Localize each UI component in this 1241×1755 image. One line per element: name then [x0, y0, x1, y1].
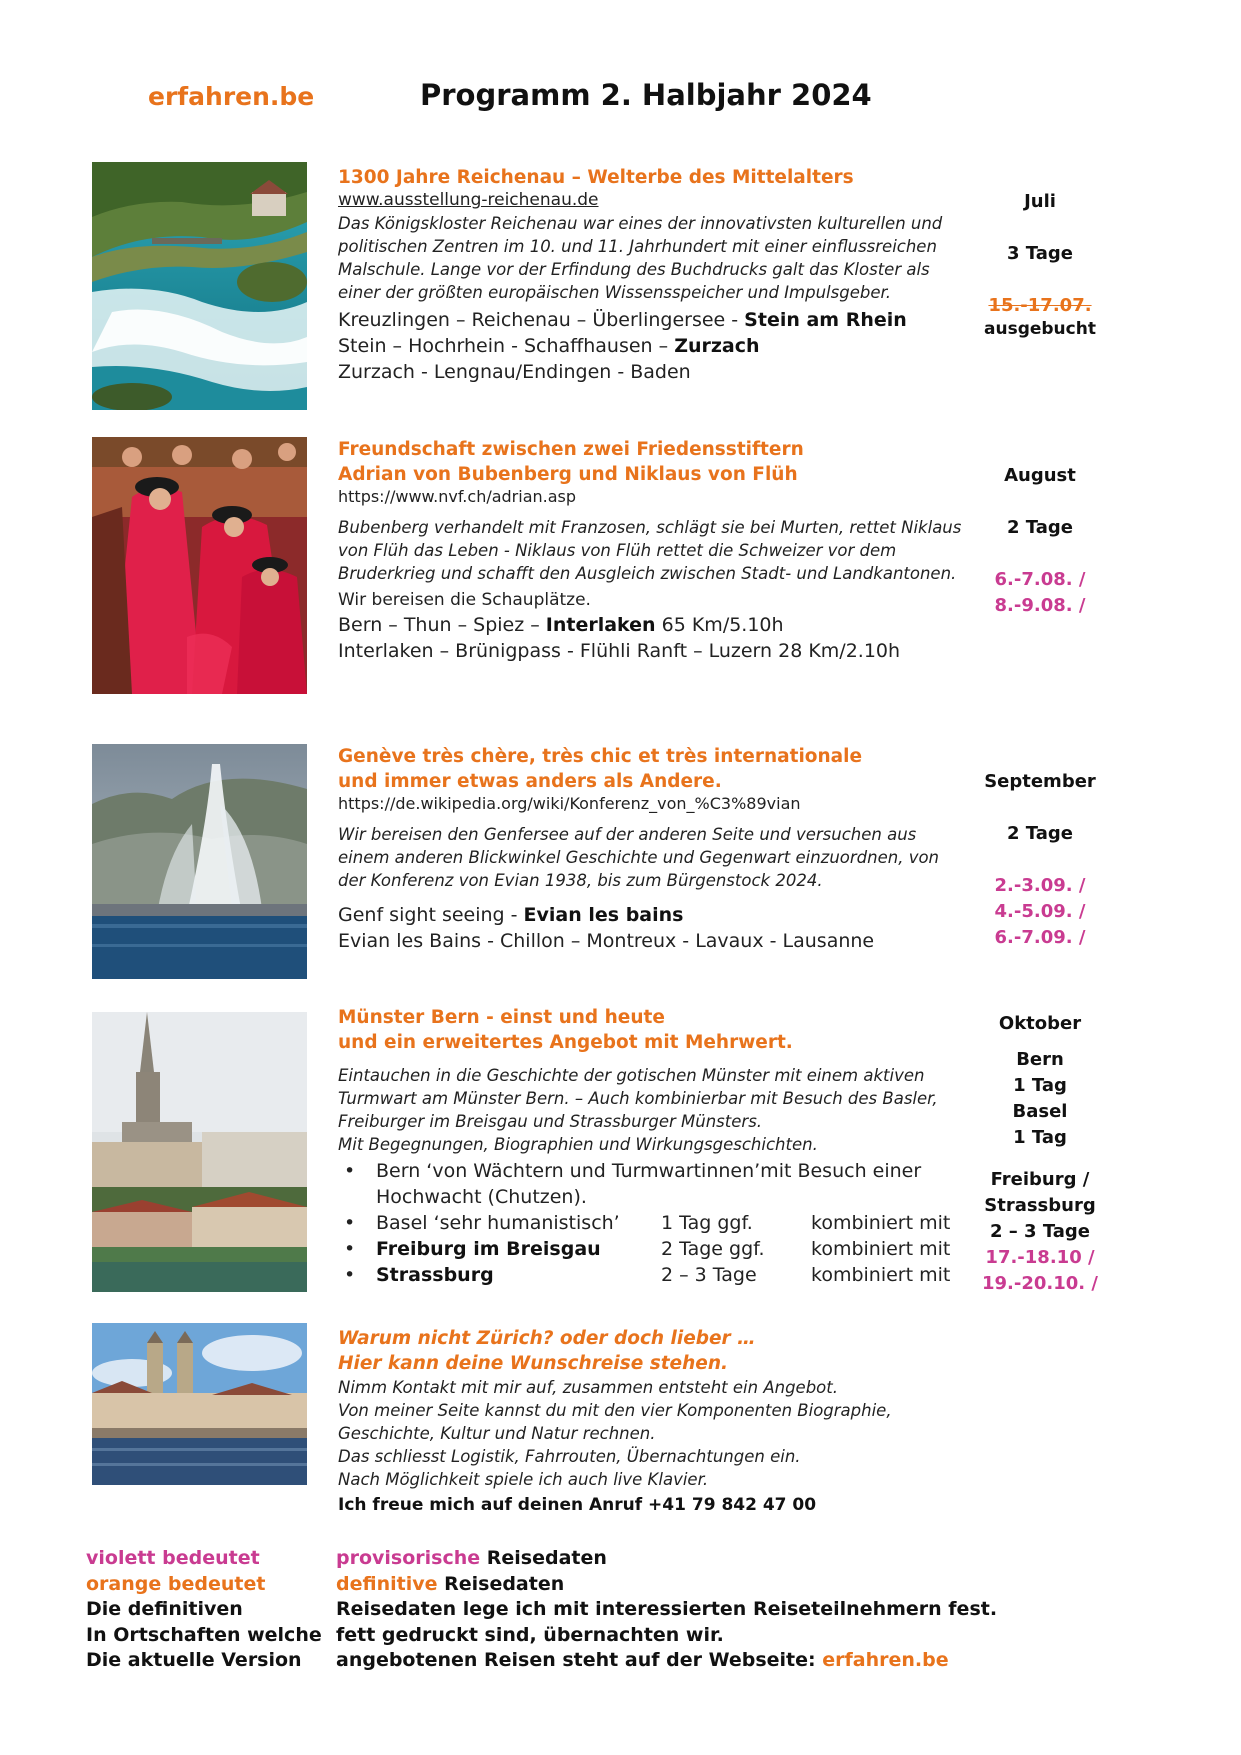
side-line: Strassburg [984, 1195, 1096, 1216]
trip-date: 2.-3.09. / [994, 875, 1086, 896]
brand-logo-text: erfahren.be [148, 82, 315, 111]
legend-line: Die definitiven [86, 1598, 243, 1620]
route-line: Stein – Hochrhein - Schaffhausen – Zurzach [338, 335, 760, 357]
legend-line: fett gedruckt sind, übernachten wir. [336, 1623, 724, 1646]
trip-subtitle: Hier kann deine Wunschreise stehen. [338, 1353, 729, 1374]
legend-left [86, 1546, 346, 1674]
trip-date: 6.-7.08. / [994, 569, 1086, 590]
trip-schedule [960, 463, 1120, 619]
trip-text-line: Nimm Kontakt mit mir auf, zusammen entsteht ein Angebot. [338, 1378, 838, 1397]
trip-status: ausgebucht [984, 319, 1096, 339]
trip-date: 19.-20.10. / [982, 1273, 1098, 1294]
trip-link[interactable]: https://de.wikipedia.org/wiki/Konferenz_von_%C3%89vian [338, 794, 801, 813]
trip-text-line: Von meiner Seite kannst du mit den vier Komponenten Biographie, Geschichte, Kultur und Natur rechnen. [338, 1401, 892, 1443]
website-link[interactable]: erfahren.be [822, 1649, 949, 1671]
trip-schedule [960, 1011, 1120, 1297]
side-line: Basel [1012, 1101, 1068, 1122]
legend-line: provisorische Reisedaten [336, 1547, 607, 1569]
trip-geneve [338, 744, 963, 954]
trip-options-list [338, 1158, 963, 1288]
list-item: • Bern ‘von Wächtern und Turmwartinnen’mit Besuch einer Hochwacht (Chutzen). [338, 1158, 963, 1210]
list-item: • Strassburg 2 – 3 Tage kombiniert mit [338, 1262, 963, 1288]
trip-month: August [1004, 465, 1076, 486]
trip-description-2: Mit Begegnungen, Biographien und Wirkungsgeschichten. [338, 1135, 818, 1154]
trip-description: Bubenberg verhandelt mit Franzosen, schlägt sie bei Murten, rettet Niklaus von Flüh das Leben - Niklaus von Flüh rettet die Schweizer vor dem Bruderkrieg und schafft den Ausgleich zwischen Stadt- und Landkantonen. [338, 518, 962, 583]
legend-violet-label: violett bedeutet [86, 1547, 260, 1569]
trip-month: Juli [1024, 191, 1056, 212]
side-line: Bern [1016, 1049, 1064, 1070]
medieval-painting-photo [92, 437, 307, 694]
trip-title: Freundschaft zwischen zwei Friedensstiftern [338, 439, 804, 460]
route-line: Zurzach - Lengnau/Endingen - Baden [338, 361, 691, 383]
legend-line: Die aktuelle Version [86, 1649, 302, 1671]
trip-description: Das Königskloster Reichenau war eines der innovativsten kulturellen und politischen Zentren im 10. und 11. Jahrhundert mit einer einflussreichen Malschule. Lange vor der Erfindung des Buchdrucks galt das Kloster als einer der größten europäischen Wissensspeicher und Impulsgeber. [338, 214, 943, 302]
list-item: • Basel ‘sehr humanistisch’ 1 Tag ggf. kombiniert mit [338, 1210, 963, 1236]
side-line: 1 Tag [1013, 1127, 1067, 1148]
trip-wunschreise [338, 1326, 963, 1517]
side-line: 1 Tag [1013, 1075, 1067, 1096]
trip-bubenberg [338, 437, 963, 664]
trip-subtitle: und ein erweitertes Angebot mit Mehrwert. [338, 1032, 793, 1053]
trip-reichenau [338, 165, 963, 385]
route-line: Genf sight seeing - Evian les bains [338, 904, 684, 926]
trip-subtitle: und immer etwas anders als Andere. [338, 771, 722, 792]
trip-date: 8.-9.08. / [994, 595, 1086, 616]
trip-link[interactable]: www.ausstellung-reichenau.de [338, 190, 599, 210]
legend-line: In Ortschaften welche [86, 1623, 322, 1646]
jet-deau-photo [92, 744, 307, 979]
trip-text-line: Nach Möglichkeit spiele ich auch live Klavier. [338, 1470, 709, 1489]
trip-duration: 2 Tage [1007, 517, 1073, 538]
legend-line: Reisedaten lege ich mit interessierten Reiseteilnehmern fest. [336, 1598, 998, 1620]
trip-muenster-bern [338, 1005, 963, 1288]
route-line: Evian les Bains - Chillon – Montreux - Lavaux - Lausanne [338, 930, 875, 952]
trip-title: Warum nicht Zürich? oder doch lieber … [338, 1328, 756, 1349]
trip-month: Oktober [998, 1013, 1082, 1034]
trip-date: 17.-18.10 / [985, 1247, 1095, 1268]
route-line: Bern – Thun – Spiez – Interlaken 65 Km/5.10h [338, 614, 784, 636]
bern-minster-photo [92, 1012, 307, 1292]
zurich-grossmuenster-photo [92, 1323, 307, 1485]
list-item: • Freiburg im Breisgau 2 Tage ggf. kombiniert mit [338, 1236, 963, 1262]
trip-description: Eintauchen in die Geschichte der gotischen Münster mit einem aktiven Turmwart am Münster Bern. – Auch kombinierbar mit Besuch des Basler, Freiburger im Breisgau und Strassburger Münsters. [338, 1066, 938, 1131]
trip-title: Münster Bern - einst und heute [338, 1007, 665, 1028]
legend-orange-label: orange bedeutet [86, 1572, 266, 1595]
trip-duration: 3 Tage [1007, 243, 1073, 264]
legend-right [336, 1546, 1016, 1674]
route-line: Kreuzlingen – Reichenau – Überlingersee - Stein am Rhein [338, 309, 907, 331]
trip-title: 1300 Jahre Reichenau – Welterbe des Mittelalters [338, 167, 854, 188]
page-title: Programm 2. Halbjahr 2024 [420, 78, 872, 112]
legend-line: definitive Reisedaten [336, 1572, 565, 1595]
trip-description: Wir bereisen den Genfersee auf der anderen Seite und versuchen aus einem anderen Blickwinkel Geschichte und Gegenwart einzuordnen, von der Konferenz von Evian 1938, bis zum Bürgenstock 2024. [338, 825, 940, 890]
contact-phone[interactable]: Ich freue mich auf deinen Anruf +41 79 842 47 00 [338, 1495, 817, 1515]
trip-subtitle: Adrian von Bubenberg und Niklaus von Flüh [338, 464, 798, 485]
trip-date: 4.-5.09. / [994, 901, 1086, 922]
trip-date: 6.-7.09. / [994, 927, 1086, 948]
legend-line: angebotenen Reisen steht auf der Webseite: erfahren.be [336, 1649, 949, 1671]
trip-title: Genève très chère, très chic et très internationale [338, 746, 863, 767]
trip-schedule [960, 189, 1120, 339]
route-line: Interlaken – Brünigpass - Flühli Ranft – Luzern 28 Km/2.10h [338, 640, 901, 662]
trip-date-cancelled: 15.-17.07. [988, 295, 1092, 316]
side-line: 2 – 3 Tage [989, 1221, 1091, 1242]
side-line: Freiburg / [990, 1169, 1090, 1190]
trip-intro: Wir bereisen die Schauplätze. [338, 590, 591, 610]
trip-link[interactable]: https://www.nvf.ch/adrian.asp [338, 487, 577, 506]
trip-duration: 2 Tage [1007, 823, 1073, 844]
rhine-falls-photo [92, 162, 307, 410]
trip-month: September [984, 771, 1096, 792]
trip-schedule [960, 769, 1120, 951]
trip-text-line: Das schliesst Logistik, Fahrrouten, Übernachtungen ein. [338, 1447, 801, 1466]
